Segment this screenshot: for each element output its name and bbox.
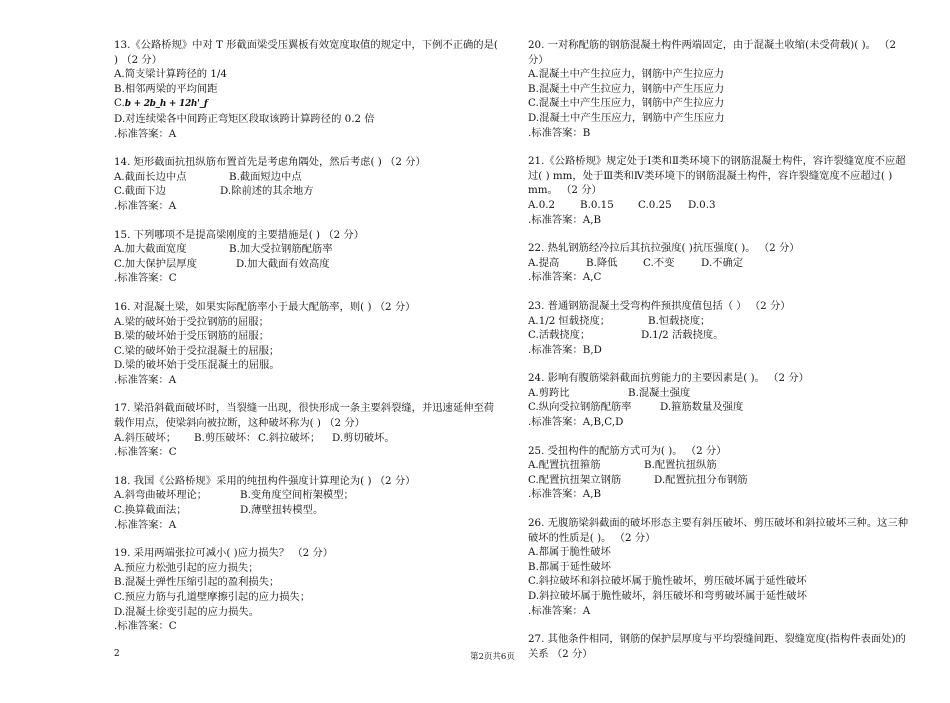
option-row [528,473,912,488]
question-25 [528,444,912,502]
option-b: B.恒载挠度； [648,314,711,327]
option-row [528,256,912,271]
question-19 [114,546,502,634]
option-d: D.不确定 [701,256,744,269]
question-stem: 21.《公路桥规》规定处于Ⅰ类和Ⅱ类环境下的钢筋混凝土构件，容许裂缝宽度不应超过( ) mm，处于Ⅲ类和Ⅳ类环境下的钢筋混凝土构件，容许裂缝宽度不应超过( ) mm。 （2 分） [528,155,906,197]
option-row [528,386,912,401]
question-20 [528,38,912,140]
option-a: A.混凝土中产生拉应力，钢筋中产生拉应力 [528,68,725,81]
question-stem: 26. 无腹筋梁斜截面的破坏形态主要有斜压破坏、剪压破坏和斜拉破坏三种。这三种破坏的性质是( )。 （2 分） [528,517,909,544]
option-a: A.剪跨比 [528,386,570,399]
answer: .标准答案：A [114,518,177,531]
option-a: A.截面长边中点 [114,170,187,183]
option-b: B.截面短边中点 [229,170,302,183]
option-row [528,198,912,213]
option-a: A.加大截面宽度 [114,243,187,256]
option-d: D.梁的破坏始于受压混凝土的屈服。 [114,359,280,372]
option-d: D.混凝土徐变引起的应力损失。 [114,605,260,618]
option-row [528,458,912,473]
page-number: 2 [114,649,120,659]
option-row [528,314,912,329]
question-15 [114,228,502,286]
option-c: C.配置抗扭架立钢筋 [528,473,622,486]
option-b: B.相邻两梁的平均间距 [114,82,218,95]
question-18 [114,474,502,532]
question-stem: 25. 受扭构件的配筋方式可为( )。 （2 分） [528,444,727,457]
option-c-label: C. [114,97,125,110]
option-a: A.0.2 [528,198,556,211]
option-b: B.梁的破坏始于受压钢筋的屈服； [114,330,269,343]
option-b: B.剪压破坏： [194,431,257,444]
option-a: A.预应力松弛引起的应力损失； [114,561,259,574]
option-c: C.加大保护层厚度 [114,257,197,270]
question-13 [114,38,502,141]
question-27 [528,632,912,661]
option-c: C.预应力筋与孔道壁摩擦引起的应力损失； [114,591,311,603]
left-column [114,38,502,648]
option-row [528,400,912,415]
question-21 [528,154,912,227]
option-row [114,503,502,518]
question-stem: 19. 采用两端张拉可减小( )应力损失？ （2 分） [114,547,334,560]
option-c [114,96,502,112]
option-d: D.薄壁扭转模型。 [240,504,324,517]
question-stem: 22. 热轧钢筋经冷拉后其抗拉强度( )抗压强度( )。 （2 分） [528,242,800,255]
option-d: D.剪切破坏。 [332,431,395,444]
answer: .标准答案：C [114,446,177,459]
answer: .标准答案：A,B,C,D [528,416,624,429]
option-d: D.除前述的其余地方 [220,185,314,198]
option-d: D.1/2 活载挠度。 [641,329,724,342]
option-b: B.混凝土弹性压缩引起的盈利损失； [114,576,280,589]
option-row [114,170,502,185]
formula-image: b + 2b_h + 12h'_f [124,99,208,110]
option-c: C.斜拉破坏； [258,431,321,444]
answer: .标准答案：A [114,373,177,386]
option-b: B.0.15 [580,198,614,211]
option-a: A.简支梁计算跨径的 1/4 [114,68,227,81]
option-d: D.斜拉破坏属于脆性破坏，斜压破坏和弯剪破坏属于延性破坏 [528,590,807,602]
answer: .标准答案：C [114,272,177,285]
option-c: C.梁的破坏始于受拉混凝土的屈服； [114,344,280,357]
question-stem: 15. 下列哪项不是提高梁刚度的主要措施是( ) （2 分） [114,228,364,241]
answer: .标准答案：A,C [528,271,602,284]
question-26 [528,516,912,618]
option-c: C.0.25 [638,198,672,211]
answer: .标准答案：A [114,127,177,140]
option-b: B.配置抗扭纵筋 [644,459,717,472]
question-stem: 16. 对混凝土梁，如果实际配筋率小于最大配筋率，则( ) （2 分） [114,300,416,313]
option-d: D.0.3 [688,198,716,211]
question-24 [528,371,912,429]
option-d: D.配置抗扭分布钢筋 [654,473,748,486]
option-b: B.混凝土中产生拉应力，钢筋中产生压应力 [528,82,725,95]
answer: .标准答案：A [528,604,591,617]
option-a: A.提高 [528,256,560,269]
question-stem: 27. 其他条件相同，钢筋的保护层厚度与平均裂缝间距、裂缝宽度(指构件表面处)的关系 （2 分） [528,633,906,660]
page-indicator: 第2页共6页 [470,652,515,662]
option-a: A.斜压破坏； [114,431,177,444]
option-c: C.不变 [643,256,675,269]
option-c: C.斜拉破坏和斜拉破坏属于脆性破坏，剪压破坏属于延性破坏 [528,575,807,588]
question-14 [114,155,502,213]
question-stem: 13.《公路桥规》中对 T 形截面梁受压翼板有效宽度取值的规定中，下例不正确的是( ) （2 分） [114,39,498,66]
option-d: D.箍筋数量及强度 [660,401,744,414]
option-d: D.对连续梁各中间跨正弯矩区段取该跨计算跨径的 0.2 倍 [114,112,375,125]
question-stem: 20. 一对称配筋的钢筋混凝土构件两端固定，由于混凝土收缩(未受荷载)( )。 （2 分） [528,39,897,66]
option-row [114,257,502,272]
answer: .标准答案：B [528,126,591,139]
option-a: A.斜弯曲破坏理论； [114,489,208,502]
option-row [114,242,502,257]
answer: .标准答案：A [114,199,177,212]
answer: .标准答案：A,B [528,213,602,226]
option-a: A.1/2 恒载挠度； [528,314,611,327]
option-d: D.混凝土中产生压应力，钢筋中产生压应力 [528,111,725,124]
question-stem: 17. 梁沿斜截面破坏时，当裂缝一出现，很快形成一条主要斜裂缝，并迅速延伸至荷载作用点，使梁斜向被拉断，这种破坏称为( ) （2 分） [114,402,495,430]
question-22 [528,241,912,285]
option-c: C.截面下边 [114,185,166,198]
option-b: B.变角度空间桁架模型； [240,489,354,502]
question-23 [528,299,912,357]
option-c: C.换算截面法； [114,504,187,517]
question-16 [114,300,502,388]
question-stem: 14. 矩形截面抗扭纵筋布置首先是考虑角隅处，然后考虑( ) （2 分） [114,156,426,169]
option-row [114,431,502,446]
option-a: A.都属于脆性破坏 [528,546,611,559]
option-b: B.降低 [586,256,618,269]
answer: .标准答案：A,B [528,488,602,501]
option-row [114,184,502,199]
option-a: A.梁的破坏始于受拉钢筋的屈服； [114,315,269,328]
option-c: C.纵向受拉钢筋配筋率 [528,401,632,414]
option-b: B.混凝土强度 [628,386,691,399]
question-stem: 18. 我国《公路桥规》采用的纯扭构件强度计算理论为( ) （2 分） [114,474,416,487]
option-d: D.加大截面有效高度 [236,257,330,270]
answer: .标准答案：C [114,620,177,633]
option-b: B.都属于延性破坏 [528,560,611,573]
question-17 [114,401,502,459]
option-c: C.活载挠度； [528,329,591,342]
option-b: B.加大受拉钢筋配筋率 [229,243,333,256]
question-stem: 24. 影响有腹筋梁斜截面抗剪能力的主要因素是( )。 （2 分） [528,372,809,385]
right-column [528,38,912,675]
option-row [114,488,502,503]
option-row [528,328,912,343]
question-stem: 23. 普通钢筋混凝土受弯构件预拱度值包括（ ） （2 分） [528,299,791,312]
option-c: C.混凝土中产生压应力，钢筋中产生拉应力 [528,97,725,110]
option-a: A.配置抗扭箍筋 [528,459,601,472]
answer: .标准答案：B,D [528,343,602,356]
